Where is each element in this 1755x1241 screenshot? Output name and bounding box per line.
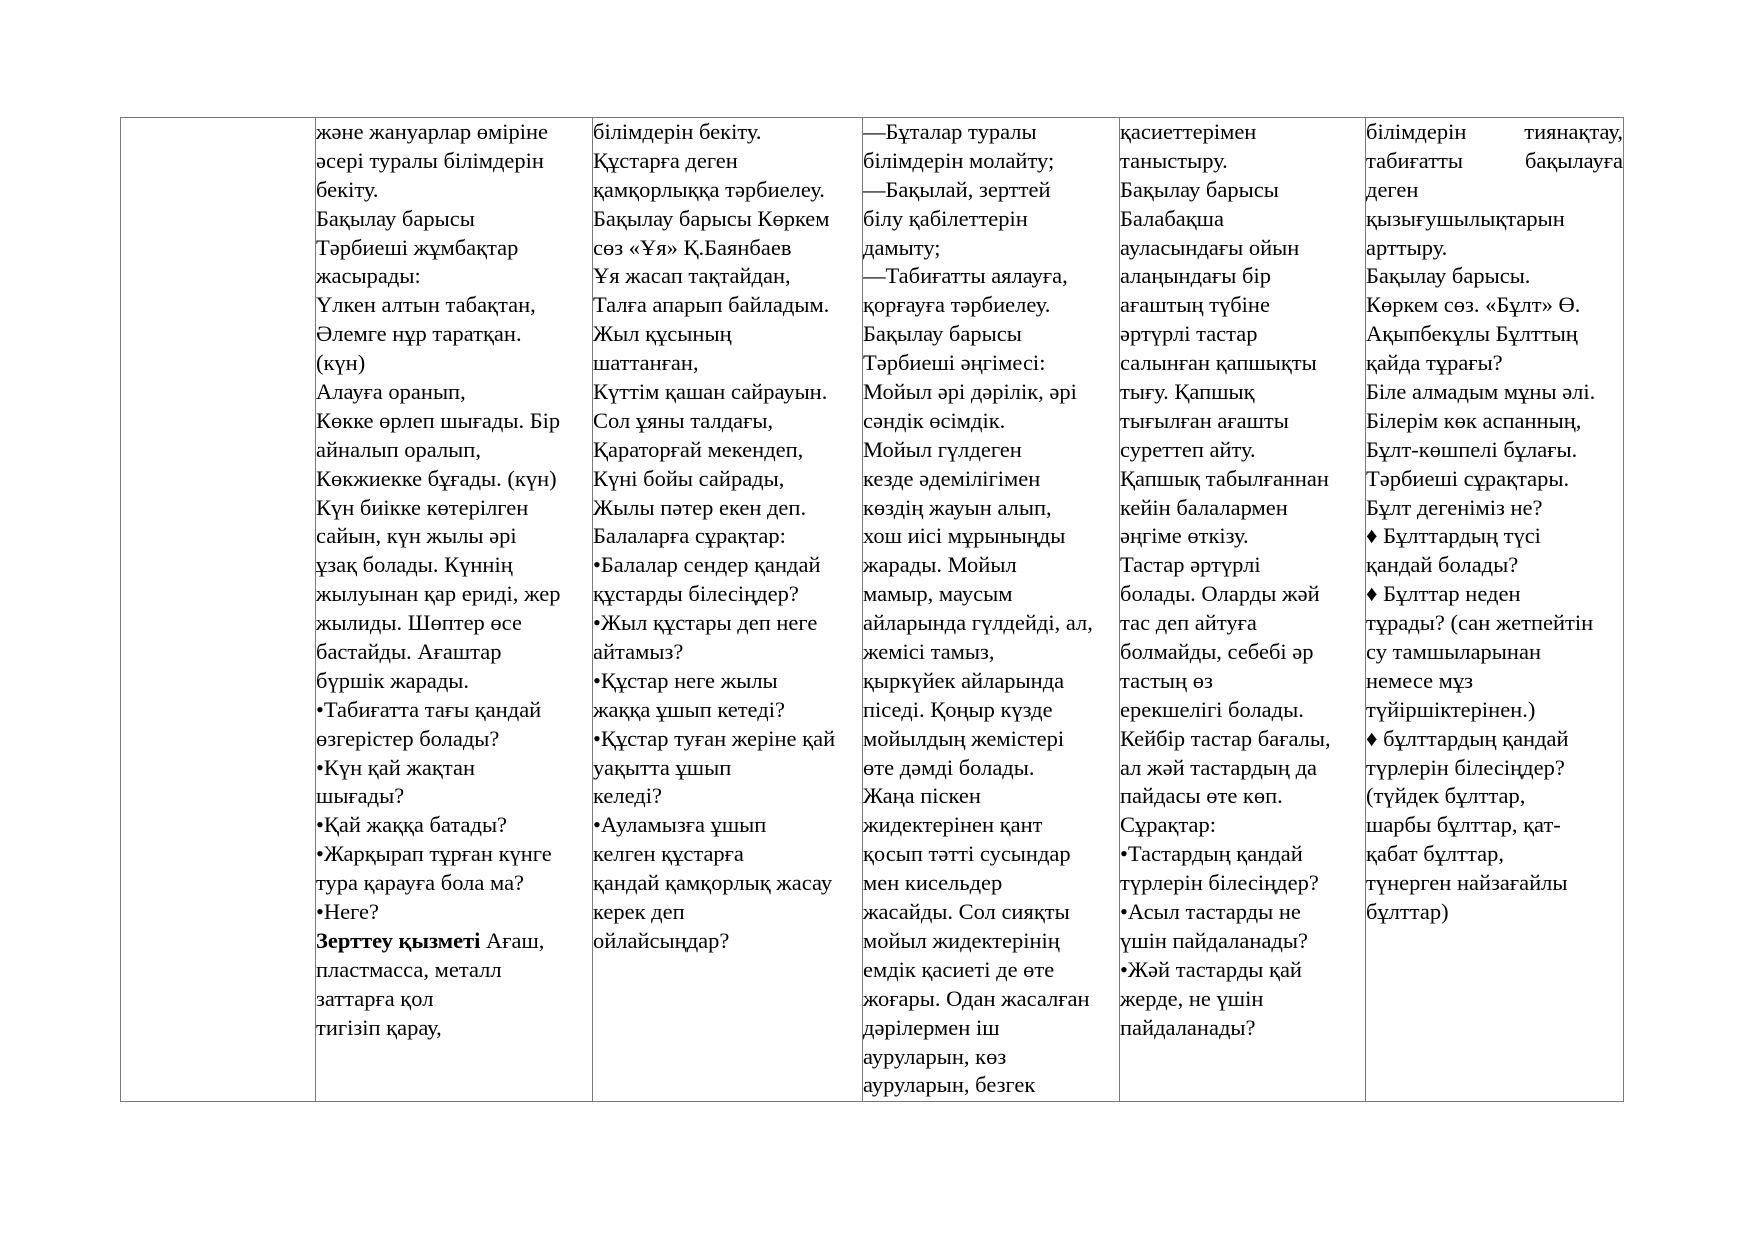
lesson-plan-table	[120, 117, 1624, 1102]
text-line: •Жыл құстары деп неге	[593, 610, 818, 636]
text-line: ♦ Бұлттар неден	[1366, 581, 1521, 607]
text-line: қандай болады?	[1366, 552, 1519, 578]
text-line: қызығушылықтарын	[1366, 205, 1565, 231]
text-line	[1366, 147, 1623, 176]
text-line	[316, 927, 592, 956]
text-line: Бақылау барысы	[863, 321, 1022, 347]
text-line: ерекшелігі болады.	[1120, 696, 1304, 722]
text-line: •Қай жаққа батады?	[316, 812, 508, 838]
text-line: немесе мұз	[1366, 667, 1474, 693]
text-line: Қараторғай мекендеп,	[593, 436, 804, 462]
text-line: пайдасы өте көп.	[1120, 783, 1283, 809]
text-line: сәндік өсімдік.	[863, 407, 1006, 433]
text-line: жарады. Мойыл	[863, 552, 1017, 578]
text-line: Біле алмадым мұны әлі.	[1366, 379, 1596, 405]
text-line: •Неге?	[316, 899, 380, 925]
text-line: Білерім көк аспанның,	[1366, 407, 1582, 433]
text-line: ауруларын, безгек	[863, 1072, 1036, 1098]
text-line: құстарды білесіңдер?	[593, 581, 799, 607]
text-line: алаңындағы бір	[1120, 263, 1271, 289]
text-line: •Күн қай жақтан	[316, 754, 475, 780]
table-cell-shrubs	[863, 118, 1120, 1102]
text-line: Тәрбиеші жұмбақтар	[316, 234, 519, 260]
text-line: (түйдек бұлттар,	[1366, 783, 1526, 809]
text-line: Тәрбиеші сұрақтары.	[1366, 465, 1570, 491]
text-line: деген	[1366, 176, 1419, 202]
text-line: жаққа ұшып кетеді?	[593, 696, 785, 722]
table-cell-clouds	[1366, 118, 1624, 1102]
text-line: Мойыл әрі дәрілік, әрі	[863, 379, 1077, 405]
text-line: бұлттар)	[1366, 899, 1449, 925]
text-line: білімдерін молайту;	[863, 147, 1055, 173]
text-line: суреттеп айту.	[1120, 436, 1256, 462]
text-line: әртүрлі тастар	[1120, 321, 1258, 347]
text-line: жылуынан қар ериді, жер	[316, 581, 561, 607]
text-line: Әлемге нұр таратқан.	[316, 321, 522, 347]
word: табиғатты	[1366, 147, 1463, 173]
text-line: су тамшыларынан	[1366, 639, 1541, 665]
text-line: жемісі тамыз,	[863, 639, 995, 665]
text-line: Жыл құсының	[593, 321, 732, 347]
text-line: түрлерін білесіңдер?	[1366, 754, 1565, 780]
text-line: көздің жауын алып,	[863, 494, 1052, 520]
text-line: заттарға қол	[316, 985, 434, 1011]
text-line: жылиды. Шөптер өсе	[316, 610, 522, 636]
word: тиянақтау,	[1524, 119, 1623, 144]
text-line: сөз «Ұя» Қ.Баянбаев	[593, 234, 792, 260]
text-line: кейін балалармен	[1120, 494, 1288, 520]
text-line: Бақылау барысы Көркем	[593, 205, 830, 231]
text-line: Сол ұяны талдағы,	[593, 407, 774, 433]
word: білімдерін	[1366, 119, 1467, 144]
text-line: таныстыру.	[1120, 147, 1228, 173]
text-line: —Бақылай, зерттей	[863, 176, 1051, 202]
text-line: Бұлт дегеніміз не?	[1366, 494, 1543, 520]
text-line: тигізіп қарау,	[316, 1014, 442, 1040]
text-line: бүршік жарады.	[316, 667, 470, 693]
text-line: ауласындағы ойын	[1120, 234, 1300, 260]
text-line: түйіршіктерінен.)	[1366, 696, 1536, 722]
text-line: шаттанған,	[593, 350, 699, 376]
text-line: дәрілермен іш	[863, 1014, 1000, 1040]
text-line: Тастар әртүрлі	[1120, 552, 1261, 578]
text-line: Көркем сөз. «Бұлт» Ө.	[1366, 292, 1581, 318]
text-line: бекіту.	[316, 176, 379, 202]
text-line: ♦ Бұлттардың түсі	[1366, 523, 1541, 549]
text-line: қандай қамқорлық жасау	[593, 870, 833, 896]
text-line: Тәрбиеші әңгімесі:	[863, 350, 1046, 376]
text-line: кезде әдемілігімен	[863, 465, 1041, 491]
text-line: қорғауға тәрбиелеу.	[863, 292, 1051, 318]
text-line: түрлерін білесіңдер?	[1120, 870, 1319, 896]
text-line: қасиеттерімен	[1120, 119, 1257, 144]
text-line: салынған қапшықты	[1120, 350, 1317, 376]
text-line: болады. Оларды жәй	[1120, 581, 1320, 607]
text-line: пластмасса, металл	[316, 956, 502, 982]
text-line: сайын, күн жылы әрі	[316, 523, 517, 549]
text-line: білімдерін бекіту.	[593, 119, 762, 144]
text-line: мен кисельдер	[863, 870, 1003, 896]
text-line: ағаштың түбіне	[1120, 292, 1270, 318]
text-line: керек деп	[593, 899, 685, 925]
text-line: ойлайсыңдар?	[593, 927, 730, 953]
text-line: Қапшық табылғаннан	[1120, 465, 1329, 491]
text-line: емдік қасиеті де өте	[863, 956, 1055, 982]
text-line: ауруларын, көз	[863, 1043, 1007, 1069]
text-line: —Табиғатты аялауға,	[863, 263, 1068, 289]
text-line: •Асыл тастарды не	[1120, 899, 1301, 925]
text-line: Көкжиекке бұғады. (күн)	[316, 465, 557, 491]
text-line: жасырады:	[316, 263, 421, 289]
text-line: бастайды. Ағаштар	[316, 639, 502, 665]
text-line: (күн)	[316, 350, 366, 376]
text-line: келеді?	[593, 783, 662, 809]
text-line: Бақылау барысы	[316, 205, 475, 231]
text-line: жоғары. Одан жасалған	[863, 985, 1090, 1011]
text-line: өте дәмді болады.	[863, 754, 1035, 780]
text-line: қыркүйек айларында	[863, 667, 1065, 693]
text-line: тастың өз	[1120, 667, 1213, 693]
text-line: айтамыз?	[593, 639, 684, 665]
text-line: Күн биікке көтерілген	[316, 494, 529, 520]
text-line: арттыру.	[1366, 234, 1448, 260]
text-line: айларында гүлдейді, ал,	[863, 610, 1093, 636]
table-cell-stones	[1120, 118, 1366, 1102]
text-line: әсері туралы білімдерін	[316, 147, 544, 173]
text-line: түнерген найзағайлы	[1366, 870, 1568, 896]
text-line: мойыл жидектерінің	[863, 927, 1060, 953]
text-line: Жаңа піскен	[863, 783, 981, 809]
text-line: Күттім қашан сайрауын.	[593, 379, 828, 405]
text-line: қамқорлыққа тәрбиелеу.	[593, 176, 825, 202]
text-line: болмайды, себебі әр	[1120, 639, 1314, 665]
text-line: Үлкен алтын табақтан,	[316, 292, 536, 318]
text-line: Көкке өрлеп шығады. Бір	[316, 407, 561, 433]
word: бақылауға	[1524, 147, 1623, 173]
text-line: ♦ бұлттардың қандай	[1366, 725, 1569, 751]
text-line: айналып оралып,	[316, 436, 481, 462]
text-line: •Табиғатта тағы қандай	[316, 696, 542, 722]
text-line: Балаларға сұрақтар:	[593, 523, 786, 549]
bold-heading: Зерттеу қызметі	[316, 927, 481, 953]
text-line: жасайды. Сол сияқты	[863, 899, 1070, 925]
text-line: Мойыл гүлдеген	[863, 436, 1022, 462]
text-line: білу қабілеттерін	[863, 205, 1028, 231]
text-line: Алауға оранып,	[316, 379, 466, 405]
text-line: Балабақша	[1120, 205, 1224, 231]
text-line: •Жәй тастарды қай	[1120, 956, 1302, 982]
text-line: •Құстар неге жылы	[593, 667, 778, 693]
table-row	[121, 118, 1624, 1102]
text-line: Күні бойы сайрады,	[593, 465, 785, 491]
text-line: Талға апарып байладым.	[593, 292, 830, 318]
text-line: ал жәй тастардың да	[1120, 754, 1318, 780]
text-line: хош иісі мұрыныңды	[863, 523, 1066, 549]
text-line: қабат бұлттар,	[1366, 841, 1504, 867]
text-line: Ұя жасап тақтайдан,	[593, 263, 791, 289]
text-line: шарбы бұлттар, қат-	[1366, 812, 1561, 838]
text-line: келген құстарға	[593, 841, 744, 867]
text-line: мойылдың жемістері	[863, 725, 1065, 751]
text-line: Сұрақтар:	[1120, 812, 1217, 838]
text-line: мамыр, маусым	[863, 581, 1013, 607]
text-line: •Ауламызға ұшып	[593, 812, 767, 838]
text-line: өзгерістер болады?	[316, 725, 500, 751]
text-line: тура қарауға бола ма?	[316, 870, 525, 896]
text-line: жидектерінен қант	[863, 812, 1043, 838]
table-cell-birds	[593, 118, 863, 1102]
text-line: әңгіме өткізу.	[1120, 523, 1249, 549]
text-line: қайда тұрағы?	[1366, 350, 1503, 376]
text-line: піседі. Қоңыр күзде	[863, 696, 1053, 722]
text-line: Бұлт-көшпелі бұлағы.	[1366, 436, 1578, 462]
text-fragment: Ағаш,	[480, 927, 545, 953]
text-line: тығылған ағашты	[1120, 407, 1289, 433]
table-cell-empty	[121, 118, 316, 1102]
text-line: үшін пайдаланады?	[1120, 927, 1308, 953]
text-line: Құстарға деген	[593, 147, 738, 173]
text-line: Кейбір тастар бағалы,	[1120, 725, 1331, 751]
text-line: тығу. Қапшық	[1120, 379, 1255, 405]
text-line: жерде, не үшін	[1120, 985, 1264, 1011]
text-line: •Тастардың қандай	[1120, 841, 1303, 867]
text-line: қосып тәтті сусындар	[863, 841, 1071, 867]
text-line: Бақылау барысы.	[1366, 263, 1531, 289]
text-line: шығады?	[316, 783, 405, 809]
text-line: Жылы пәтер екен деп.	[593, 494, 807, 520]
text-line: ұзақ болады. Күннің	[316, 552, 513, 578]
text-line: тас деп айтуға	[1120, 610, 1257, 636]
text-line: уақытта ұшып	[593, 754, 732, 780]
text-line: •Жарқырап тұрған күнге	[316, 841, 552, 867]
text-line: дамыту;	[863, 234, 941, 260]
text-line: және жануарлар өміріне	[316, 119, 549, 144]
text-line: тұрады? (сан жетпейтін	[1366, 610, 1594, 636]
text-line: пайдаланады?	[1120, 1014, 1256, 1040]
text-line: •Құстар туған жеріне қай	[593, 725, 836, 751]
text-line: Ақыпбекұлы Бұлттың	[1366, 321, 1578, 347]
text-line: •Балалар сендер қандай	[593, 552, 821, 578]
text-line	[1366, 118, 1623, 147]
text-line: Бақылау барысы	[1120, 176, 1279, 202]
text-line: —Бұталар туралы	[863, 119, 1037, 144]
table-cell-nature-observation	[316, 118, 593, 1102]
